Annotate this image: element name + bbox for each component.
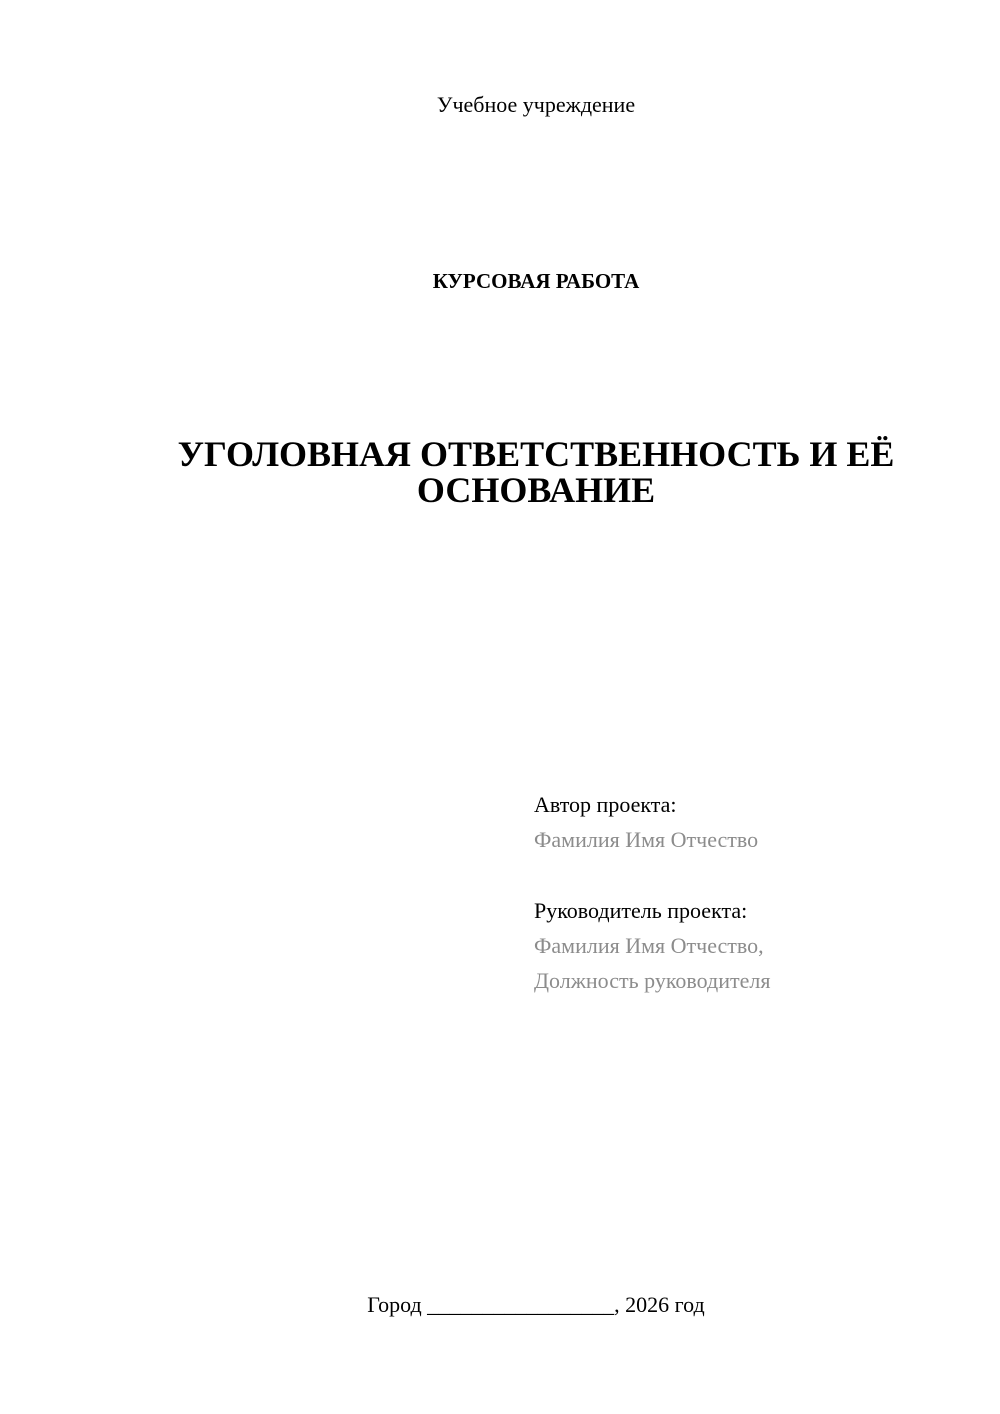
- author-label: Автор проекта:: [534, 792, 677, 817]
- supervisor-name: Фамилия Имя Отчество,: [534, 933, 764, 958]
- supervisor-label: Руководитель проекта:: [534, 898, 748, 923]
- author-name: Фамилия Имя Отчество: [534, 827, 759, 852]
- supervisor-position: Должность руководителя: [534, 968, 771, 993]
- document-title: [100, 436, 972, 508]
- title-line-2: ОСНОВАНИЕ: [416, 470, 656, 510]
- city-year-footer: Город _________________, 2026 год: [367, 1292, 705, 1317]
- project-info-block: [534, 787, 974, 998]
- title-line-1: УГОЛОВНАЯ ОТВЕТСТВЕННОСТЬ И ЕЁ: [177, 434, 895, 474]
- work-type-heading: КУРСОВАЯ РАБОТА: [432, 269, 640, 293]
- info-spacer: [534, 857, 974, 893]
- institution-name: Учебное учреждение: [436, 92, 636, 117]
